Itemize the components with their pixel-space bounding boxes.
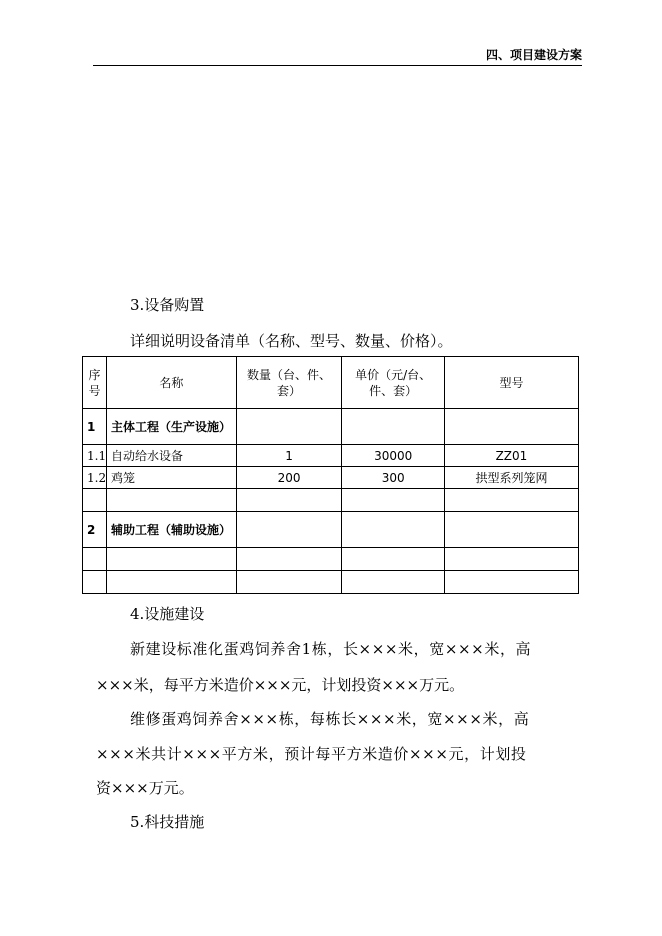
table-row [83,409,579,445]
table-row [83,489,579,512]
header-title: 四、项目建设方案 [485,48,582,62]
section-4-heading: 4.设施建设 [130,605,205,623]
cell-model: 拱型系列笼网 [444,467,578,489]
section-5-heading: 5.科技措施 [130,813,205,831]
paragraph-new-construction-line-1: 新建设标准化蛋鸡饲养舍1栋，长×××米，宽×××米，高 [130,640,532,658]
section-3-heading: 3.设备购置 [130,296,205,314]
header-name: 名称 [106,357,236,409]
cell-qty [236,409,342,445]
cell-no [83,548,107,571]
cell-no: 1 [83,409,107,445]
cell-model [444,409,578,445]
cell-model [444,489,578,512]
equipment-table [82,356,579,594]
paragraph-repair-line-2: ×××米共计×××平方米，预计每平方米造价×××元，计划投 [96,745,527,763]
table-row [83,512,579,548]
cell-name [106,489,236,512]
cell-name: 辅助工程（辅助设施） [106,512,236,548]
cell-name [106,571,236,594]
paragraph-new-construction-line-2: ×××米，每平方米造价×××元，计划投资×××万元。 [96,676,465,694]
cell-no: 1.1 [83,445,107,467]
cell-model: ZZ01 [444,445,578,467]
cell-model [444,571,578,594]
cell-qty [236,512,342,548]
table-row [83,445,579,467]
table-header-row [83,357,579,409]
cell-price [342,489,444,512]
table-row [83,548,579,571]
paragraph-repair-line-3: 资×××万元。 [96,779,194,797]
cell-name: 鸡笼 [106,467,236,489]
cell-qty [236,548,342,571]
cell-price: 300 [342,467,444,489]
table-row [83,571,579,594]
cell-price [342,409,444,445]
cell-qty [236,489,342,512]
header-qty: 数量（台、件、套） [236,357,342,409]
cell-price [342,512,444,548]
cell-name [106,548,236,571]
cell-qty: 200 [236,467,342,489]
header-price: 单价（元/台、件、套） [342,357,444,409]
table-row [83,467,579,489]
cell-qty [236,571,342,594]
cell-no [83,571,107,594]
cell-price [342,548,444,571]
cell-no: 2 [83,512,107,548]
cell-no: 1.2 [83,467,107,489]
cell-qty: 1 [236,445,342,467]
cell-price [342,571,444,594]
cell-name: 主体工程（生产设施） [106,409,236,445]
header-rule [93,65,582,66]
paragraph-repair-line-1: 维修蛋鸡饲养舍×××栋，每栋长×××米，宽×××米，高 [130,710,530,728]
cell-model [444,548,578,571]
cell-model [444,512,578,548]
cell-no [83,489,107,512]
section-3-description: 详细说明设备清单（名称、型号、数量、价格）。 [130,332,453,350]
cell-name: 自动给水设备 [106,445,236,467]
cell-price: 30000 [342,445,444,467]
header-model: 型号 [444,357,578,409]
header-no: 序号 [83,357,107,409]
